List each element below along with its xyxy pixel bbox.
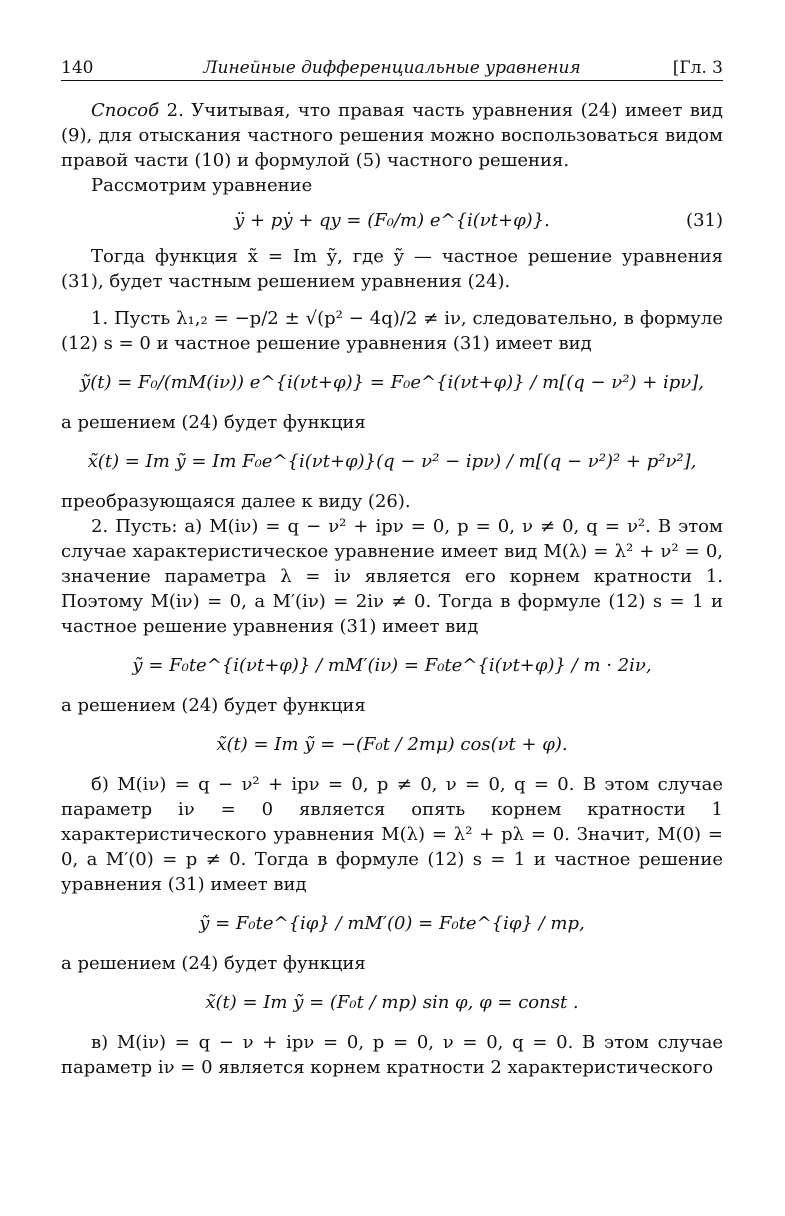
equation-y-case-2b: ỹ = F₀te^{iφ} / mM′(0) = F₀te^{iφ} / mp, <box>199 913 585 934</box>
paragraph-solution-2b: а решением (24) будет функция <box>61 953 366 974</box>
header-rule <box>61 80 723 81</box>
running-title: Линейные дифференциальные уравнения <box>203 58 581 78</box>
paragraph-then: Тогда функция x̃ = Im ỹ, где ỹ — частное решение уравнения (31), будет частным решением уравнения (24). <box>61 246 723 292</box>
equation-y-case-1: ỹ(t) = F₀/(mM(iν)) e^{i(νt+φ)} = F₀e^{i(νt+φ)} / m[(q − ν²) + ipν], <box>80 372 704 393</box>
equation-x-case-1: x̃(t) = Im ỹ = Im F₀e^{i(νt+φ)}(q − ν² − ipν) / m[(q − ν²)² + p²ν²], <box>87 451 697 472</box>
paragraph-case-2c: в) M(iν) = q − ν + ipν = 0, p = 0, ν = 0, q = 0. В этом случае параметр iν = 0 является корнем кратности 2 характеристического <box>61 1032 723 1078</box>
method-label: Способ <box>91 100 160 121</box>
paragraph-case-2a: 2. Пусть: а) M(iν) = q − ν² + ipν = 0, p = 0, ν ≠ 0, q = ν². В этом случае характеристическое уравнение имеет вид M(λ) = λ² + ν² = 0, значение параметра λ = iν является его корнем кратности 1. Поэтому M(iν) = 0, а M′(iν) = 2iν ≠ 0. Тогда в формуле (12) s = 1 и частное решение уравнения (31) имеет вид <box>61 516 724 637</box>
paragraph-case-1: 1. Пусть λ₁,₂ = −p/2 ± √(p² − 4q)/2 ≠ iν, следовательно, в формуле (12) s = 0 и частное решение уравнения (31) имеет вид <box>61 308 723 354</box>
equation-31: ÿ + pẏ + qy = (F₀/m) e^{i(νt+φ)}. (31) <box>61 208 723 234</box>
equation-x-case-2a: x̃(t) = Im ỹ = −(F₀t / 2mμ) cos(νt + φ). <box>216 734 568 755</box>
page-header <box>61 58 723 84</box>
equation-number: (31) <box>686 210 723 231</box>
page-number: 140 <box>61 58 94 78</box>
paragraph-solution-1: а решением (24) будет функция <box>61 412 366 433</box>
chapter-marker: [Гл. 3 <box>672 58 723 78</box>
paragraph-case-2b: б) M(iν) = q − ν² + ipν = 0, p ≠ 0, ν = 0, q = 0. В этом случае параметр iν = 0 является опять корнем кратности 1 характеристического уравнения M(λ) = λ² + pλ = 0. Значит, M(0) = 0, а M′(0) = p ≠ 0. Тогда в формуле (12) s = 1 и частное решение уравнения (31) имеет вид <box>61 774 723 895</box>
equation-y-case-2a: ỹ = F₀te^{i(νt+φ)} / mM′(iν) = F₀te^{i(νt+φ)} / m · 2iν, <box>132 655 652 676</box>
paragraph-method-2: Способ 2. Учитывая, что правая часть уравнения (24) имеет вид (9), для отыскания частного решения можно воспользоваться видом правой части (10) и формулой (5) частного решения. <box>61 100 723 171</box>
paragraph-solution-2a: а решением (24) будет функция <box>61 695 366 716</box>
page-body <box>61 98 723 1080</box>
paragraph-transform: преобразующаяся далее к виду (26). <box>61 491 411 512</box>
paragraph-consider: Рассмотрим уравнение <box>91 175 313 196</box>
equation-x-case-2b: x̃(t) = Im ỹ = (F₀t / mp) sin φ, φ = const . <box>205 992 579 1013</box>
